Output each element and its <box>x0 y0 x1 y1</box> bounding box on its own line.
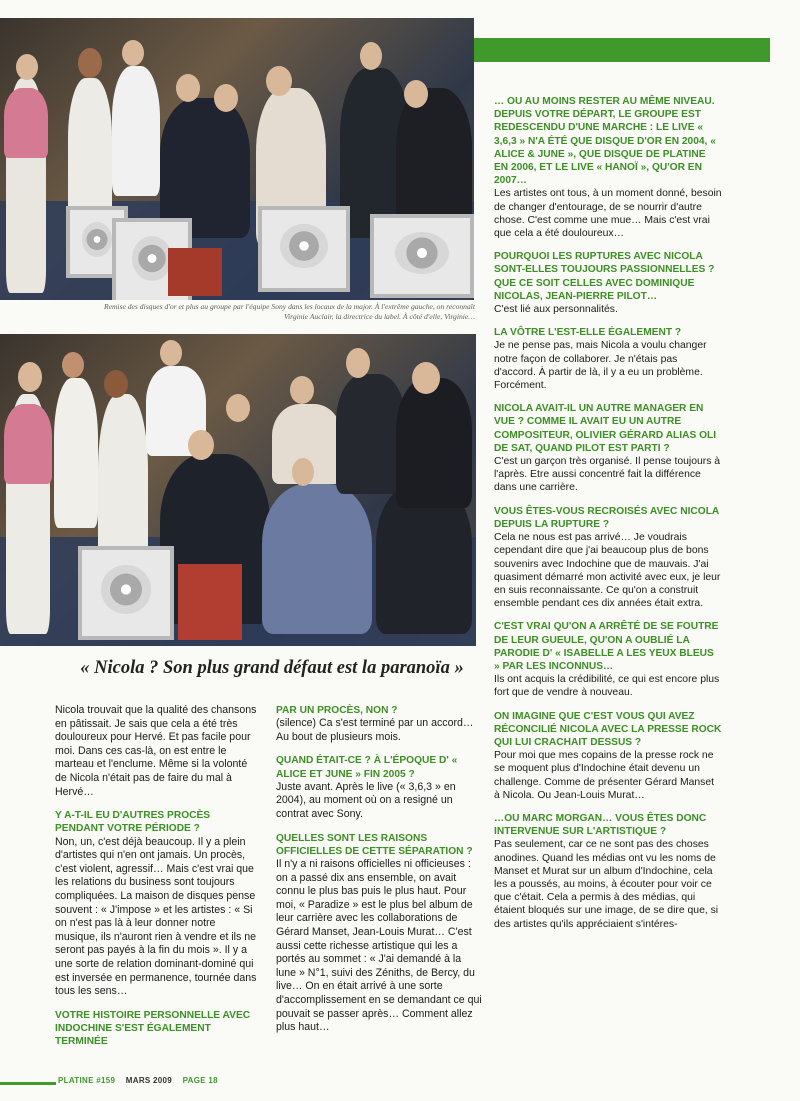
question: PAR UN PROCÈS, NON ? <box>276 705 398 716</box>
answer: Je ne pense pas, mais Nicola a voulu changer notre façon de collaborer. Je n'étais pas d'accord. À partir de là, il y a eu un problème. Forcément. <box>494 340 707 392</box>
question: LA VÔTRE L'EST-ELLE ÉGALEMENT ? <box>494 327 682 339</box>
qa-block <box>276 754 482 821</box>
page-number: PAGE 18 <box>182 1076 218 1085</box>
qa-block <box>494 620 722 699</box>
pull-quote: « Nicola ? Son plus grand défaut est la paranoïa » <box>80 658 464 678</box>
qa-block <box>55 809 261 999</box>
column-1 <box>55 704 261 1058</box>
section-header-bar <box>474 38 770 62</box>
top-photo <box>0 18 474 300</box>
answer: Ils ont acquis la crédibilité, ce qui est encore plus fort que de vendre à nouveau. <box>494 674 720 699</box>
question: Y A-T-IL EU D'AUTRES PROCÈS PENDANT VOTRE PÉRIODE ? <box>55 810 211 835</box>
answer: Les artistes ont tous, à un moment donné, besoin de changer d'entourage, de se nourrir d'autre chose. C'est comme une mue… Mais c'est vrai que cela a été douloureux… <box>494 188 722 240</box>
qa-block <box>276 704 482 744</box>
qa-block <box>494 326 722 392</box>
question: VOTRE HISTOIRE PERSONNELLE AVEC INDOCHINE S'EST ÉGALEMENT TERMINÉE <box>55 1009 251 1048</box>
answer: Cela ne nous est pas arrivé… Je voudrais cependant dire que j'ai beaucoup plus de bons souvenirs avec Indochine que de mauvais. J'ai quasiment démarré mon activité avec eux, je leur en suis reconnaissante. Ce qu'on a construit ensemble pendant ces dix années était extra. <box>494 532 721 610</box>
qa-block <box>55 1009 261 1049</box>
answer: Non, un, c'est déjà beaucoup. Il y a plein d'artistes qui n'en ont jamais. Un procès, c'est violent, agressif… Mais c'est vrai que les relations du business sont toujours compliquées. La maison de disques pense souvent : « J'impose » et les artistes : « Si on n'est pas là à leur donner notre musique, ils n'auront rien à vendre et ils ne seront pas payés à la fin du mois ». Il y a une sorte de relation dominant-dominé qui est inversée en permanence, tournée dans tous les sens… <box>55 835 257 998</box>
qa-block <box>276 832 482 1035</box>
qa-block <box>494 402 722 494</box>
qa-block <box>494 710 722 802</box>
question: ON IMAGINE QUE C'EST VOUS QUI AVEZ RÉCONCILIÉ NICOLA AVEC LA PRESSE ROCK QUI LUI CRACHAIT DESSUS ? <box>494 710 722 748</box>
answer: (silence) Ca s'est terminé par un accord… Au bout de plusieurs mois. <box>276 717 474 743</box>
answer: C'est lié aux personnalités. <box>494 304 618 316</box>
question: POURQUOI LES RUPTURES AVEC NICOLA SONT-ELLES TOUJOURS PASSIONNELLES ? QUE CE SOIT CELLES AVEC DOMINIQUE NICOLAS, JEAN-PIERRE PILOT… <box>494 251 715 302</box>
question: …OU MARC MORGAN… VOUS ÊTES DONC INTERVENUE SUR L'ARTISTIQUE ? <box>494 812 707 838</box>
question: QUAND ÉTAIT-CE ? À L'ÉPOQUE D' « ALICE ET JUNE » FIN 2005 ? <box>276 755 458 780</box>
question: QUELLES SONT LES RAISONS OFFICIELLES DE CETTE SÉPARATION ? <box>276 832 473 857</box>
paragraph: Nicola trouvait que la qualité des chansons en pâtissait. Je sais que cela a été très douloureux pour Hervé. Et pas facile pour moi. Dans ces cas-là, on est entre le marteau et l'enclume. Même si la volonté de Nicola n'était pas de faire du mal à Hervé… <box>55 704 257 798</box>
answer: Pas seulement, car ce ne sont pas des choses anodines. Quand les médias ont vu les noms de Manset et Murat sur un album d'Indochine, cela les a poussés, au moins, à écouter pour voir ce que c'était. Cela a permis à des médias, qui étaient bloqués sur une image, de se dire que, si des artistes qu'ils appréciaient s'intéres- <box>494 839 719 930</box>
photo-caption: Remise des disques d'or et plus au groupe par l'équipe Sony dans les locaux de la major. À l'extrême gauche, on reconnaît Virginie Auclair, la directrice du label. À côté d'elle, Virginie… <box>103 302 475 321</box>
answer: C'est un garçon très organisé. Il pense toujours à l'après. Etre aussi concentré fait la différence dans une carrière. <box>494 456 721 494</box>
bottom-photo <box>0 334 476 646</box>
footer-rule <box>0 1082 56 1085</box>
qa-block <box>494 250 722 316</box>
issue-date: MARS 2009 <box>125 1076 173 1085</box>
question: VOUS ÊTES-VOUS RECROISÉS AVEC NICOLA DEPUIS LA RUPTURE ? <box>494 505 719 530</box>
question: … OU AU MOINS RESTER AU MÊME NIVEAU. DEPUIS VOTRE DÉPART, LE GROUPE EST REDESCENDU D'UNE MARCHE : LE LIVE « 3,6,3 » N'A ÉTÉ QUE DISQUE D'OR EN 2004, « ALICE & JUNE », QUE DISQUE DE PLATINE EN 2006, ET LE LIVE « HANOÏ », QU'OR EN 2007… <box>494 96 716 187</box>
column-2 <box>276 704 482 1045</box>
answer: Juste avant. Après le live (« 3,6,3 » en 2004), au moment où on a resigné un contrat avec Sony. <box>276 780 456 820</box>
question: C'EST VRAI QU'ON A ARRÊTÉ DE SE FOUTRE DE LEUR GUEULE, QU'ON A OUBLIÉ LA PARODIE D' « ISABELLE A LES YEUX BLEUS » PAR LES INCONNUS… <box>494 621 719 672</box>
magazine-name: PLATINE #159 <box>58 1076 116 1085</box>
answer: Pour moi que mes copains de la presse rock ne se moquent plus d'Indochine était devenu un challenge. Comme de présenter Gérard Manset à Nicola. Ou Jean-Louis Murat… <box>494 750 715 801</box>
column-3 <box>494 95 722 941</box>
answer: Il n'y a ni raisons officielles ni officieuses : on a passé dix ans ensemble, on avait connu le plus bas puis le plus haut. Pour moi, « Paradize » est le plus bel album de leur carrière avec les collaborations de Gérard Manset, Jean-Louis Murat… C'est aussi cette richesse artistique qui les a portés au sommet : « J'ai demandé à la lune » N°1, suivi des Zéniths, de Bercy, du live… On en était arrivé à une sorte d'accomplissement en se demandant ce qui pouvait se passer après… Comment allez plus haut… <box>276 857 482 1034</box>
page-footer <box>58 1076 226 1085</box>
qa-block <box>494 812 722 931</box>
question: NICOLA AVAIT-IL UN AUTRE MANAGER EN VUE ? COMME IL AVAIT EU UN AUTRE COMPOSITEUR, OLIVIER GÉRARD ALIAS OLI DE SAT, QUAND PILOT EST PARTI ? <box>494 403 717 454</box>
qa-block <box>494 95 722 240</box>
qa-block <box>494 505 722 611</box>
